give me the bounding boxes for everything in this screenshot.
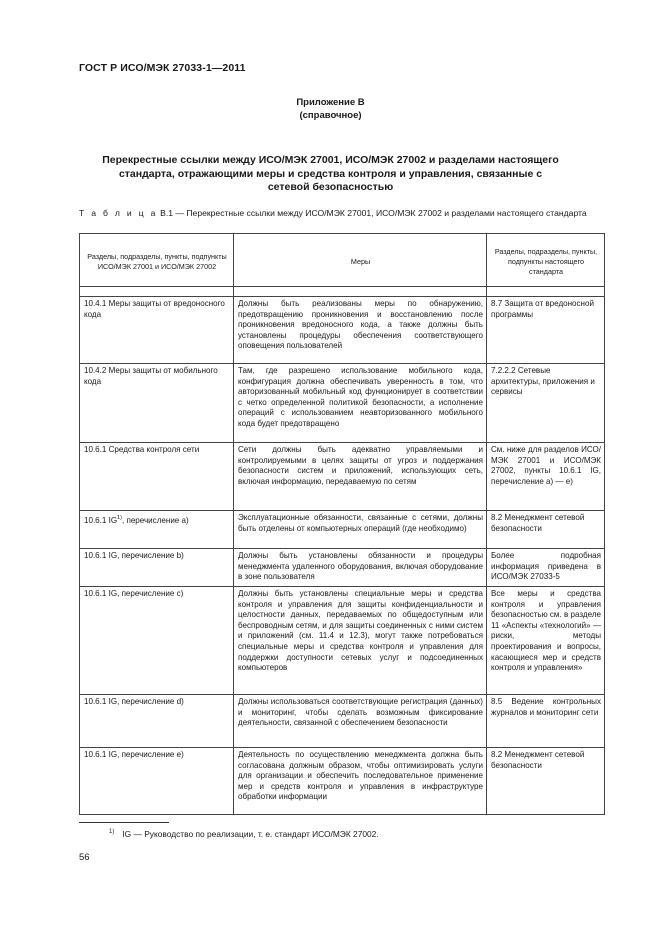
table-row [80, 587, 605, 695]
row-measure: Должны быть реализованы меры по обнаружению, предотвращению проникновения и восстановлению после проникновения вредоносного кода, а также должны быть установлены процедуры обеспечения соответствующего оповещения пользователей [234, 297, 487, 364]
row-iso-ref: 10.4.2 Меры защиты от мобильного кода [80, 364, 234, 443]
row-standard-ref: См. ниже для разделов ИСО/МЭК 27001 и ИСО/МЭК 27002, пункты 10.6.1 IG, перечисление а) — е) [487, 443, 605, 511]
row-standard-ref: 8.5 Ведение контрольных журналов и мониторинг сети [487, 695, 605, 748]
header-iso-sections: Разделы, подразделы, пункты, подпункты ИСО/МЭК 27001 и ИСО/МЭК 27002 [80, 234, 234, 287]
table-row [80, 364, 605, 443]
table-row [80, 511, 605, 549]
footnote [109, 829, 379, 839]
row-measure: Должны использоваться соответствующие регистрация (данных) и мониторинг, чтобы сделать возможным фиксирование деятельности, связанной с обеспечением безопасности [234, 695, 487, 748]
row-iso-ref: 10.6.1 IG, перечисление d) [80, 695, 234, 748]
table-row [80, 297, 605, 364]
row-measure: Должны быть установлены специальные меры и средства контроля и управления для защиты конфиденциальности и целостности данных, передаваемых по общедоступным или беспроводным сетям, и для защиты соединенных с ними систем и приложений (см. 11.4 и 12.3), могут также потребоваться специальные меры и средства контроля и управления для поддержки доступности сетевых услуг и подсоединенных компьютеров [234, 587, 487, 695]
header-measures: Меры [234, 234, 487, 287]
table-header-row [80, 234, 605, 287]
row-standard-ref: 7.2.2.2 Сетевые архитектуры, приложения и сервисы [487, 364, 605, 443]
document-header: ГОСТ Р ИСО/МЭК 27033-1—2011 [79, 62, 246, 74]
table-caption [79, 208, 604, 219]
table-caption-text: В.1 — Перекрестные ссылки между ИСО/МЭК 27001, ИСО/МЭК 27002 и разделами настоящего стандарта [160, 208, 587, 218]
table-row [80, 695, 605, 748]
page-number: 56 [79, 852, 90, 863]
header-spacer [80, 287, 605, 297]
row-measure: Там, где разрешено использование мобильного кода, конфигурация должна обеспечивать уверенность в том, что авторизованный мобильный код функционирует в соответствии с четко определенной политикой безопасности, а исполнение операций с использованием неавторизованного мобильного кода будет предотвращено [234, 364, 487, 443]
row-standard-ref: 8.7 Защита от вредоносной программы [487, 297, 605, 364]
row-standard-ref: Более подробная информация приведена в ИСО/МЭК 27033-5 [487, 549, 605, 587]
row-iso-ref: 10.6.1 IG, перечисление с) [80, 587, 234, 695]
appendix-subtitle: (справочное) [299, 110, 362, 121]
row-measure: Сети должны быть адекватно управляемыми и контролируемыми в целях защиты от угроз и поддержания безопасности систем и приложений, использующих сеть, включая информацию, передаваемую по сетям [234, 443, 487, 511]
table-caption-label: Т а б л и ц а [79, 208, 158, 218]
row-measure: Должны быть установлены обязанности и процедуры менеджмента удаленного оборудования, включая оборудование в зоне пользователя [234, 549, 487, 587]
header-standard-sections: Разделы, подразделы, пункты, подпункты настоящего стандарта [487, 234, 605, 287]
row-iso-ref: 10.6.1 IG, перечисление b) [80, 549, 234, 587]
footnote-text: IG — Руководство по реализации, т. е. стандарт ИСО/МЭК 27002. [122, 829, 379, 839]
cross-reference-table [79, 233, 605, 815]
row-measure: Деятельность по осуществлению менеджмента должна быть согласована должным образом, чтобы оптимизировать услуги для организации и обеспечить последовательное применение мер и средств контроля и управления в инфраструктуре обработки информации [234, 748, 487, 815]
footnote-marker: 1) [109, 829, 115, 835]
iso-ref-tail: , перечисление а) [122, 516, 189, 525]
footnote-divider [79, 822, 169, 823]
appendix-heading [0, 96, 661, 122]
table-row [80, 549, 605, 587]
table-row [80, 748, 605, 815]
section-title: Перекрестные ссылки между ИСО/МЭК 27001, ИСО/МЭК 27002 и разделами настоящего стандарта, отражающими меры и средства контроля и управления, связанные с сетевой безопасностью [102, 154, 559, 193]
row-iso-ref: 10.6.1 IG, перечисление е) [80, 748, 234, 815]
row-iso-ref: 10.6.1 Средства контроля сети [80, 443, 234, 511]
row-iso-ref: 10.4.1 Меры защиты от вредоносного кода [80, 297, 234, 364]
row-standard-ref: 8.2 Менеджмент сетевой безопасности [487, 748, 605, 815]
footnote-ref-marker: 1) [117, 515, 122, 521]
appendix-title: Приложение В [296, 97, 365, 108]
row-iso-ref [80, 511, 234, 549]
table-row [80, 443, 605, 511]
row-standard-ref: Все меры и средства контроля и управления безопасностью см. в разделе 11 «Аспекты «технологий» — риски, методы проектирования и вопросы, касающиеся мер и средств контроля и управления» [487, 587, 605, 695]
row-standard-ref: 8.2 Менеджмент сетевой безопасности [487, 511, 605, 549]
iso-ref-text: 10.6.1 IG [84, 516, 118, 525]
row-measure: Эксплуатационные обязанности, связанные с сетями, должны быть отделены от компьютерных операций (где необходимо) [234, 511, 487, 549]
